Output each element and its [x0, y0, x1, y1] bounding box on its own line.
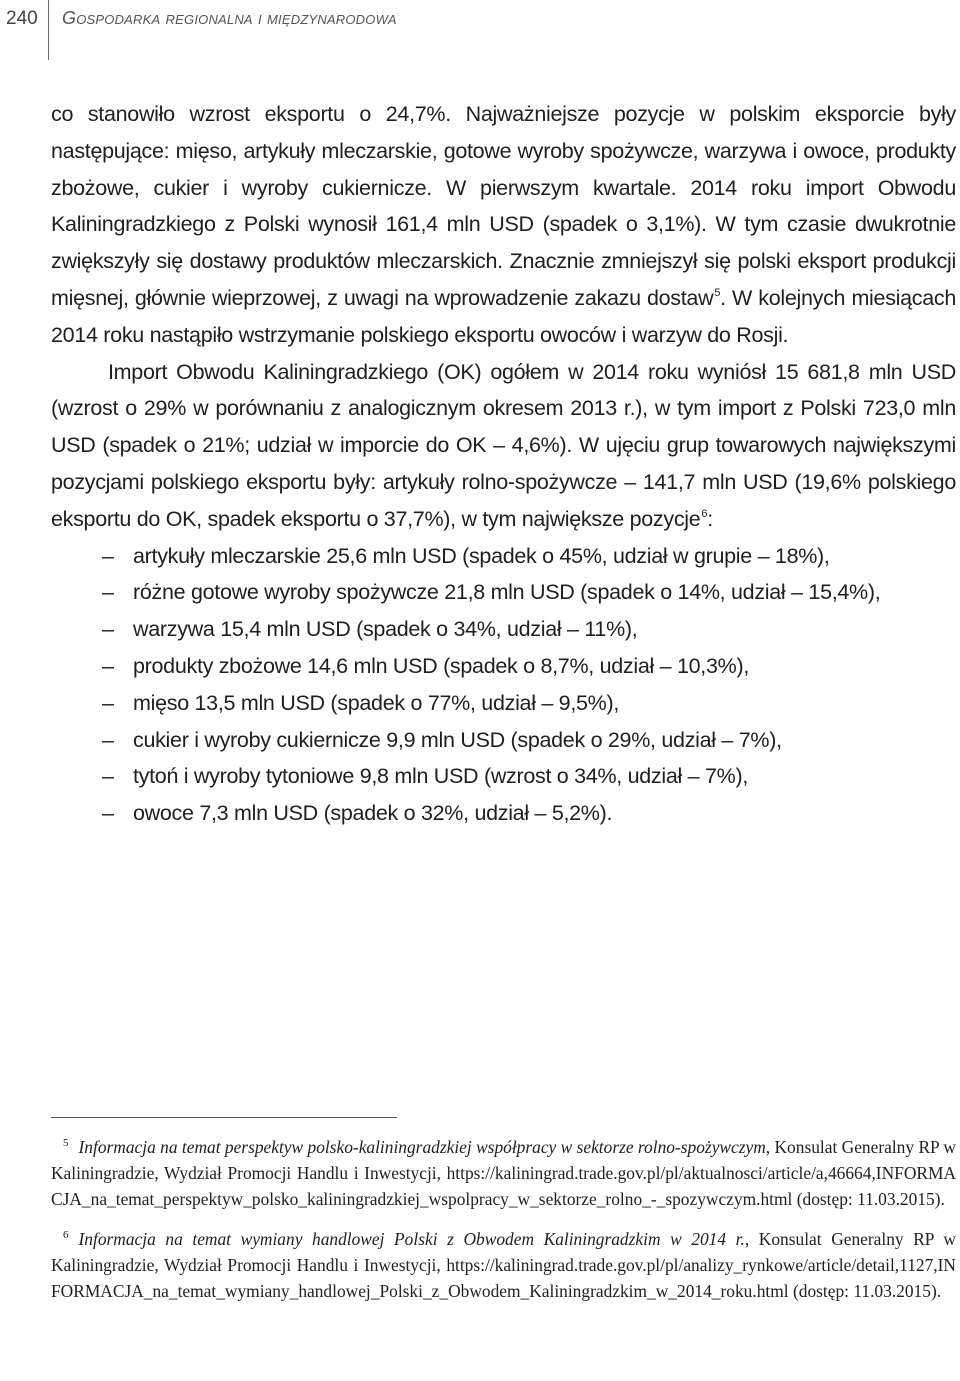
paragraph-1: [51, 96, 956, 354]
footnote-5: [51, 1134, 956, 1212]
list-item: [51, 538, 956, 575]
list-dash: –: [102, 653, 114, 678]
footnote-title: Informacja na temat perspektyw polsko-kaliningradzkiej współpracy w sektorze rolno-spożywczym: [78, 1137, 766, 1157]
footnote-source: , Konsulat Generalny RP w Kaliningradzie, Wydział Promocji Handlu i Inwestycji,: [51, 1137, 956, 1183]
list-dash: –: [102, 764, 114, 789]
footnote-6: [51, 1226, 956, 1304]
list-item-text: produkty zbożowe 14,6 mln USD (spadek o 8,7%, udział – 10,3%),: [133, 653, 749, 678]
list-item-text: owoce 7,3 mln USD (spadek o 32%, udział – 5,2%).: [133, 801, 613, 826]
list-item: [51, 795, 956, 832]
list-item-text: artykuły mleczarskie 25,6 mln USD (spadek o 45%, udział w grupie – 18%),: [133, 543, 830, 568]
list-item-text: cukier i wyroby cukiernicze 9,9 mln USD (spadek o 29%, udział – 7%),: [133, 727, 782, 752]
footnote-access-date: (dostęp: 11.03.2015).: [792, 1281, 942, 1301]
header-divider: [48, 0, 49, 60]
paragraph-2-text: Import Obwodu Kaliningradzkiego (OK) ogółem w 2014 roku wyniósł 15 681,8 mln USD (wzrost o 29% w porównaniu z analogicznym okresem 2013 r.), w tym import z Polski 723,0 mln USD (spadek o 21%; udział w imporcie do OK – 4,6%). W ujęciu grup towarowych największymi pozycjami polskiego eksportu były: artykuły rolno-spożywcze – 141,7 mln USD (19,6% polskiego eksportu do OK, spadek eksportu o 37,7%), w tym największe pozycje: [51, 359, 956, 531]
list-item-text: tytoń i wyroby tytoniowe 9,8 mln USD (wzrost o 34%, udział – 7%),: [133, 764, 749, 789]
list-dash: –: [102, 801, 114, 826]
list-dash: –: [102, 580, 114, 605]
footnote-separator: [51, 1117, 397, 1118]
list-item: [51, 758, 956, 795]
list-dash: –: [102, 617, 114, 642]
footnote-number: 6: [63, 1229, 69, 1241]
main-text: [51, 96, 956, 832]
page-header: [0, 0, 960, 60]
list-item: [51, 648, 956, 685]
footnote-number: 5: [63, 1137, 69, 1149]
footnote-ref-5[interactable]: 5: [714, 286, 721, 299]
paragraph-1-text: co stanowiło wzrost eksportu o 24,7%. Najważniejsze pozycje w polskim eksporcie były następujące: mięso, artykuły mleczarskie, gotowe wyroby spożywcze, warzywa i owoce, produkty zbożowe, cukier i wyroby cukiernicze. W pierwszym kwartale. 2014 roku import Obwodu Kaliningradzkiego z Polski wynosił 161,4 mln USD (spadek o 3,1%). W tym czasie dwukrotnie zwiększyły się dostawy produktów mleczarskich. Znacznie zmniejszył się polski eksport produkcji mięsnej, głównie wieprzowej, z uwagi na wprowadzenie zakazu dostaw: [51, 102, 956, 310]
running-title: Gospodarka regionalna i międzynarodowa: [62, 8, 397, 28]
export-items-list: [51, 538, 956, 832]
paragraph-1-text-cont: . W kolejnych miesiącach 2014 roku nastąpiło wstrzymanie polskiego eksportu owoców i warzyw do Rosji.: [51, 285, 956, 347]
list-dash: –: [102, 727, 114, 752]
footnote-title: Informacja na temat wymiany handlowej Polski z Obwodem Kaliningradzkim w 2014 r.: [78, 1229, 745, 1249]
paragraph-2-text-cont: :: [707, 506, 713, 531]
footnote-access-date: (dostęp: 11.03.2015).: [796, 1189, 945, 1209]
page-number: 240: [6, 8, 38, 29]
footnote-source: , Konsulat Generalny RP w Kaliningradzie, Wydział Promocji Handlu i Inwestycji,: [51, 1229, 956, 1275]
list-item-text: warzywa 15,4 mln USD (spadek o 34%, udział – 11%),: [133, 617, 638, 642]
footnote-link[interactable]: https://kaliningrad.trade.gov.pl/pl/aktualnosci/article/a,46664,INFORMACJA_na_temat_perspektyw_polsko_kaliningradzkiej_wspolpracy_w_sektorze_rolno_-_spozywczym.html: [51, 1163, 956, 1209]
list-item: [51, 611, 956, 648]
list-item-text: mięso 13,5 mln USD (spadek o 77%, udział – 9,5%),: [133, 690, 620, 715]
list-dash: –: [102, 543, 114, 568]
list-item-text: różne gotowe wyroby spożywcze 21,8 mln USD (spadek o 14%, udział – 15,4%),: [133, 580, 881, 605]
footnotes: [51, 1134, 956, 1318]
footnote-link[interactable]: https://kaliningrad.trade.gov.pl/pl/analizy_rynkowe/article/detail,1127,INFORMACJA_na_temat_wymiany_handlowej_Polski_z_Obwodem_Kaliningradzkim_w_2014_roku.html: [51, 1255, 956, 1301]
paragraph-2: [51, 354, 956, 538]
list-item: [51, 574, 956, 611]
list-item: [51, 685, 956, 722]
footnote-ref-6[interactable]: 6: [701, 507, 708, 520]
list-item: [51, 722, 956, 759]
list-dash: –: [102, 690, 114, 715]
